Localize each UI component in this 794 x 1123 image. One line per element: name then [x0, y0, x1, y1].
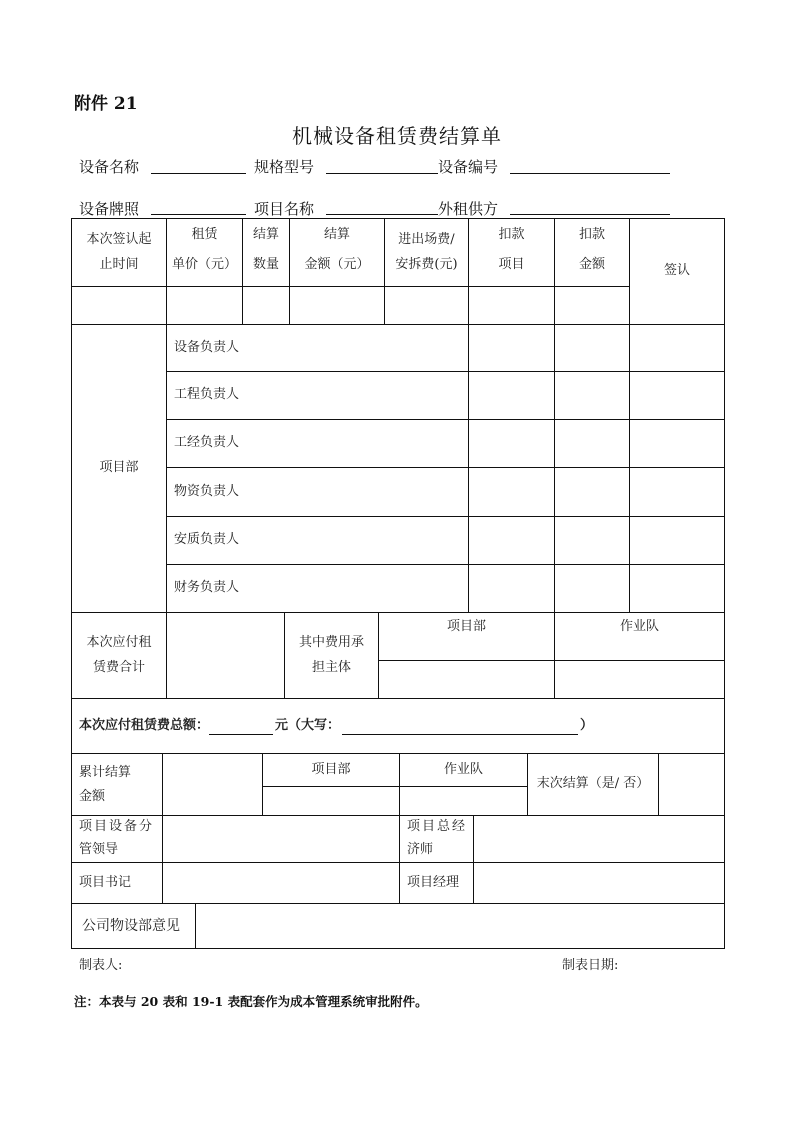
- amount-input[interactable]: [290, 287, 384, 324]
- cumulative-amount-input[interactable]: [163, 754, 262, 815]
- equipment-no-field[interactable]: [510, 173, 670, 174]
- project-name-label: 项目名称: [254, 200, 315, 218]
- col-header-deduction-item: 扣款 项目: [498, 227, 525, 272]
- total-amount-unit: 元（大写：: [275, 717, 341, 733]
- col-header-sign: 签认: [663, 263, 690, 279]
- entry-exit-fee-input[interactable]: [385, 287, 468, 324]
- final-settlement-input[interactable]: [659, 754, 724, 815]
- cumulative-amount-label: 累计结算 金额: [79, 765, 132, 804]
- signer-cost: 工经负责人: [174, 435, 240, 451]
- bearer-project-dept-header: 项目部: [446, 619, 486, 634]
- party-secretary-label: 项目书记: [79, 874, 132, 890]
- model-spec-field[interactable]: [326, 173, 438, 174]
- col-header-amount: 结算 金额（元）: [304, 227, 370, 272]
- total-amount-close: ）: [580, 717, 594, 733]
- attachment-label: 附件 21: [74, 94, 138, 114]
- chief-economist-label: 项目总经 济师: [407, 819, 468, 857]
- payable-total-input[interactable]: [167, 613, 284, 698]
- prepared-date-label: 制表日期:: [562, 958, 619, 973]
- license-plate-field[interactable]: [151, 214, 246, 215]
- quantity-input[interactable]: [243, 287, 289, 324]
- page-title: 机械设备租赁费结算单: [292, 124, 502, 148]
- col-header-entry-exit-fee: 进出场费/ 安拆费(元): [395, 231, 458, 272]
- company-opinion-label: 公司物设部意见: [82, 917, 180, 934]
- party-secretary-input[interactable]: [163, 863, 399, 903]
- company-opinion-input[interactable]: [196, 904, 724, 948]
- bearer-project-dept-input[interactable]: [379, 661, 554, 698]
- equipment-leader-input[interactable]: [163, 816, 399, 862]
- total-amount-uppercase-input[interactable]: [342, 718, 578, 735]
- external-supplier-label: 外租供方: [438, 200, 499, 218]
- total-amount-label: 本次应付租赁费总额：: [79, 717, 210, 733]
- cumulative-project-dept-input[interactable]: [263, 787, 399, 815]
- cumulative-work-team-input[interactable]: [400, 787, 527, 815]
- model-spec-label: 规格型号: [254, 158, 315, 176]
- unit-price-input[interactable]: [167, 287, 242, 324]
- cumulative-project-dept-header: 项目部: [311, 761, 351, 777]
- deduction-amount-input[interactable]: [555, 287, 629, 324]
- project-manager-input[interactable]: [474, 863, 724, 903]
- bearer-work-team-header: 作业队: [619, 619, 659, 634]
- period-input[interactable]: [72, 287, 166, 324]
- total-amount-input[interactable]: [209, 718, 273, 735]
- col-header-period: 本次签认起 止时间: [86, 231, 152, 272]
- payable-total-label: 本次应付租 赁费合计: [86, 634, 152, 675]
- signer-safety-quality: 安质负责人: [174, 532, 240, 548]
- equipment-name-label: 设备名称: [79, 158, 140, 176]
- equipment-name-field[interactable]: [151, 173, 246, 174]
- col-header-deduction-amount: 扣款 金额: [578, 227, 605, 272]
- project-manager-label: 项目经理: [407, 874, 460, 890]
- final-settlement-label: 末次结算（是/ 否）: [536, 776, 650, 792]
- cumulative-work-team-header: 作业队: [443, 761, 483, 777]
- external-supplier-field[interactable]: [510, 214, 670, 215]
- equipment-no-label: 设备编号: [438, 158, 499, 176]
- col-header-unit-price: 租赁 单价（元）: [171, 227, 237, 272]
- signer-materials: 物资负责人: [174, 483, 240, 499]
- total-amount-row: [72, 699, 724, 753]
- footnote: 注：本表与 20 表和 19-1 表配套作为成本管理系统审批附件。: [74, 994, 428, 1009]
- chief-economist-input[interactable]: [474, 816, 724, 862]
- cost-bearer-label: 其中费用承 担主体: [298, 634, 364, 675]
- bearer-work-team-input[interactable]: [555, 661, 724, 698]
- project-dept-label: 项目部: [99, 460, 139, 476]
- signer-finance: 财务负责人: [174, 580, 240, 596]
- equipment-leader-label: 项目设备分 管领导: [79, 819, 155, 857]
- signer-equipment: 设备负责人: [174, 339, 240, 355]
- deduction-item-input[interactable]: [469, 287, 554, 324]
- col-header-quantity: 结算 数量: [252, 227, 279, 272]
- signer-engineering: 工程负责人: [174, 387, 240, 403]
- preparer-label: 制表人:: [79, 958, 123, 973]
- project-name-field[interactable]: [326, 214, 438, 215]
- license-plate-label: 设备牌照: [79, 200, 140, 218]
